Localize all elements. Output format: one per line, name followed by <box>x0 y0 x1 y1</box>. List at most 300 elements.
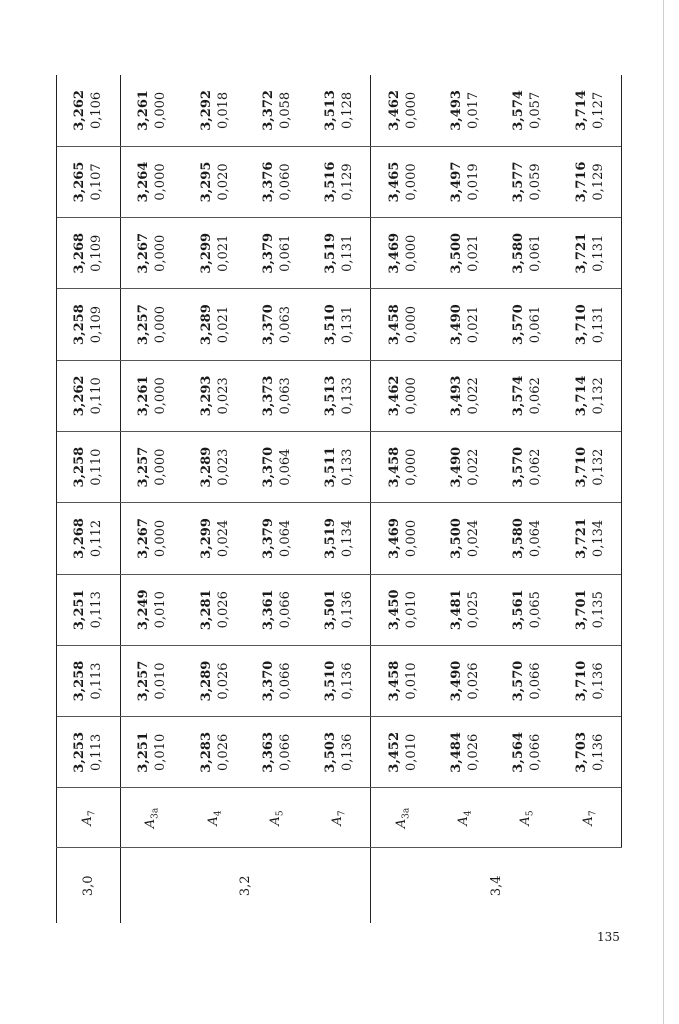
table-row <box>184 75 246 923</box>
value-top: 3,299 <box>198 518 214 559</box>
value-bottom: 0,136 <box>340 591 356 629</box>
value-top: 3,289 <box>198 304 214 345</box>
value-cell <box>496 503 558 574</box>
value-bottom: 0,061 <box>528 305 544 344</box>
value-top: 3,564 <box>511 732 527 773</box>
value-bottom: 0,026 <box>215 591 231 629</box>
row-label <box>57 788 121 848</box>
value-bottom: 0,019 <box>466 163 482 201</box>
value-cell <box>434 717 496 788</box>
value-cell <box>57 503 121 574</box>
value-top: 3,580 <box>511 232 527 274</box>
value-cell <box>558 503 621 574</box>
page-edge-line <box>663 0 664 1024</box>
value-top: 3,264 <box>136 161 152 203</box>
table-body <box>57 75 622 923</box>
value-top: 3,716 <box>573 161 589 203</box>
value-top: 3,497 <box>449 161 465 203</box>
value-bottom: 0,021 <box>466 234 482 272</box>
value-top: 3,500 <box>449 232 465 274</box>
value-cell <box>496 360 558 431</box>
value-cell <box>496 574 558 645</box>
value-cell <box>246 432 308 503</box>
value-bottom: 0,017 <box>466 91 482 130</box>
value-bottom: 0,023 <box>215 448 231 486</box>
value-top: 3,710 <box>573 446 589 488</box>
value-top: 3,372 <box>260 90 276 131</box>
value-cell <box>246 645 308 716</box>
value-cell <box>496 717 558 788</box>
row-label-subscript: 4 <box>213 810 224 817</box>
value-bottom: 0,132 <box>590 448 606 486</box>
value-bottom: 0,010 <box>403 591 419 629</box>
row-label-subscript: 7 <box>337 810 348 817</box>
value-bottom: 0,066 <box>528 733 544 771</box>
table-row <box>246 75 308 923</box>
value-top: 3,714 <box>573 90 589 131</box>
value-top: 3,450 <box>386 589 402 631</box>
value-cell <box>246 146 308 217</box>
value-cell <box>246 360 308 431</box>
row-label <box>371 788 434 848</box>
value-top: 3,253 <box>72 732 88 773</box>
value-top: 3,373 <box>260 375 276 417</box>
value-top: 3,503 <box>323 732 339 773</box>
value-bottom: 0,026 <box>215 662 231 700</box>
value-bottom: 0,110 <box>89 448 105 486</box>
value-bottom: 0,000 <box>153 305 169 344</box>
value-bottom: 0,000 <box>403 91 419 130</box>
value-bottom: 0,113 <box>89 733 105 771</box>
value-top: 3,370 <box>260 446 276 488</box>
value-cell <box>496 289 558 360</box>
value-bottom: 0,129 <box>590 163 606 201</box>
value-bottom: 0,000 <box>403 519 419 558</box>
table-row <box>434 75 496 923</box>
value-cell <box>434 360 496 431</box>
value-bottom: 0,063 <box>277 377 293 415</box>
value-cell <box>496 645 558 716</box>
value-top: 3,462 <box>386 375 402 417</box>
value-cell <box>57 645 121 716</box>
value-top: 3,577 <box>511 161 527 203</box>
value-cell <box>434 645 496 716</box>
row-label <box>558 788 621 848</box>
value-bottom: 0,131 <box>590 234 606 272</box>
value-cell <box>308 645 371 716</box>
row-label-letter: A <box>205 816 221 826</box>
value-top: 3,570 <box>511 446 527 488</box>
row-label <box>434 788 496 848</box>
value-cell <box>558 360 621 431</box>
value-top: 3,701 <box>573 589 589 631</box>
value-cell <box>120 503 183 574</box>
value-bottom: 0,112 <box>89 519 105 558</box>
value-top: 3,561 <box>511 589 527 631</box>
value-bottom: 0,113 <box>89 662 105 700</box>
value-top: 3,710 <box>573 304 589 345</box>
value-bottom: 0,064 <box>528 519 544 558</box>
value-cell <box>558 218 621 289</box>
value-bottom: 0,131 <box>340 305 356 344</box>
value-bottom: 0,021 <box>215 305 231 344</box>
value-bottom: 0,026 <box>466 662 482 700</box>
value-top: 3,469 <box>386 232 402 274</box>
table-row <box>496 75 558 923</box>
value-cell <box>308 432 371 503</box>
value-cell <box>246 717 308 788</box>
page-number: 135 <box>597 930 620 944</box>
value-bottom: 0,066 <box>528 662 544 700</box>
value-top: 3,501 <box>323 589 339 631</box>
value-cell <box>184 645 246 716</box>
value-bottom: 0,024 <box>215 519 231 558</box>
value-cell <box>120 432 183 503</box>
value-cell <box>558 75 621 146</box>
value-cell <box>434 503 496 574</box>
value-top: 3,511 <box>323 446 339 488</box>
value-cell <box>120 645 183 716</box>
value-cell <box>308 574 371 645</box>
value-top: 3,580 <box>511 518 527 559</box>
value-bottom: 0,010 <box>153 662 169 700</box>
value-bottom: 0,000 <box>153 234 169 272</box>
value-bottom: 0,021 <box>215 234 231 272</box>
value-cell <box>120 75 183 146</box>
value-cell <box>184 574 246 645</box>
value-top: 3,574 <box>511 375 527 417</box>
value-top: 3,574 <box>511 90 527 131</box>
group-label: 3,2 <box>120 848 370 923</box>
value-bottom: 0,132 <box>590 377 606 415</box>
value-bottom: 0,134 <box>340 519 356 558</box>
value-bottom: 0,063 <box>277 305 293 344</box>
value-cell <box>246 75 308 146</box>
value-top: 3,513 <box>323 90 339 131</box>
value-bottom: 0,058 <box>277 91 293 130</box>
value-bottom: 0,128 <box>340 91 356 130</box>
value-top: 3,257 <box>136 304 152 345</box>
value-bottom: 0,109 <box>89 305 105 344</box>
row-label <box>120 788 183 848</box>
value-top: 3,262 <box>72 90 88 131</box>
value-top: 3,281 <box>198 589 214 631</box>
value-top: 3,510 <box>323 304 339 345</box>
row-label <box>496 788 558 848</box>
value-bottom: 0,026 <box>466 733 482 771</box>
row-label-letter: A <box>580 816 596 826</box>
value-cell <box>57 432 121 503</box>
table-row <box>371 75 434 923</box>
value-top: 3,458 <box>386 304 402 345</box>
value-cell <box>184 75 246 146</box>
value-top: 3,257 <box>136 446 152 488</box>
value-top: 3,484 <box>449 732 465 773</box>
value-cell <box>184 717 246 788</box>
value-bottom: 0,064 <box>277 448 293 486</box>
value-top: 3,268 <box>72 232 88 274</box>
value-cell <box>434 432 496 503</box>
value-cell <box>57 717 121 788</box>
value-top: 3,261 <box>136 90 152 131</box>
value-bottom: 0,057 <box>528 91 544 130</box>
value-bottom: 0,010 <box>403 662 419 700</box>
value-bottom: 0,066 <box>277 662 293 700</box>
value-bottom: 0,021 <box>466 305 482 344</box>
value-cell <box>371 75 434 146</box>
value-cell <box>434 289 496 360</box>
value-bottom: 0,133 <box>340 448 356 486</box>
value-cell <box>308 360 371 431</box>
value-cell <box>371 146 434 217</box>
row-label-subscript: 5 <box>275 810 286 817</box>
value-cell <box>120 717 183 788</box>
row-label <box>246 788 308 848</box>
value-cell <box>184 218 246 289</box>
row-label-letter: A <box>456 816 472 826</box>
value-top: 3,258 <box>72 446 88 488</box>
value-bottom: 0,062 <box>528 377 544 415</box>
value-cell <box>371 360 434 431</box>
value-top: 3,267 <box>136 232 152 274</box>
value-top: 3,490 <box>449 660 465 702</box>
value-cell <box>57 218 121 289</box>
value-bottom: 0,000 <box>153 163 169 201</box>
value-top: 3,249 <box>136 589 152 631</box>
value-cell <box>308 503 371 574</box>
value-top: 3,295 <box>198 161 214 203</box>
value-bottom: 0,066 <box>277 733 293 771</box>
value-bottom: 0,131 <box>590 305 606 344</box>
value-cell <box>308 717 371 788</box>
value-top: 3,490 <box>449 304 465 345</box>
value-bottom: 0,062 <box>528 448 544 486</box>
value-cell <box>558 574 621 645</box>
value-bottom: 0,026 <box>215 733 231 771</box>
value-bottom: 0,000 <box>403 305 419 344</box>
value-bottom: 0,025 <box>466 591 482 629</box>
value-top: 3,462 <box>386 90 402 131</box>
value-top: 3,516 <box>323 161 339 203</box>
value-cell <box>308 289 371 360</box>
value-cell <box>184 503 246 574</box>
value-cell <box>371 432 434 503</box>
value-bottom: 0,134 <box>590 519 606 558</box>
value-top: 3,493 <box>449 90 465 131</box>
value-top: 3,458 <box>386 446 402 488</box>
value-top: 3,262 <box>72 375 88 417</box>
row-label-letter: A <box>268 816 283 826</box>
value-bottom: 0,136 <box>340 733 356 771</box>
value-bottom: 0,010 <box>403 733 419 771</box>
value-bottom: 0,131 <box>340 234 356 272</box>
value-top: 3,570 <box>511 304 527 345</box>
value-cell <box>308 218 371 289</box>
value-top: 3,258 <box>72 304 88 345</box>
table-row <box>558 75 621 923</box>
value-top: 3,703 <box>573 732 589 773</box>
value-bottom: 0,023 <box>215 377 231 415</box>
value-top: 3,519 <box>323 232 339 274</box>
value-bottom: 0,022 <box>466 377 482 415</box>
value-cell <box>57 289 121 360</box>
row-label-subscript: 7 <box>87 810 98 817</box>
value-top: 3,251 <box>136 732 152 773</box>
value-cell <box>496 432 558 503</box>
value-top: 3,376 <box>260 161 276 203</box>
value-cell <box>558 645 621 716</box>
value-cell <box>558 289 621 360</box>
value-top: 3,268 <box>72 518 88 559</box>
value-cell <box>184 146 246 217</box>
value-bottom: 0,020 <box>215 163 231 201</box>
row-label <box>184 788 246 848</box>
value-top: 3,458 <box>386 660 402 702</box>
value-top: 3,570 <box>511 660 527 702</box>
value-cell <box>434 218 496 289</box>
value-top: 3,370 <box>260 304 276 345</box>
value-cell <box>558 717 621 788</box>
value-top: 3,261 <box>136 375 152 417</box>
value-bottom: 0,059 <box>528 163 544 201</box>
value-top: 3,361 <box>260 589 276 631</box>
value-top: 3,721 <box>573 232 589 274</box>
value-top: 3,293 <box>198 375 214 417</box>
row-label-subscript: 7 <box>588 810 599 817</box>
row-label-subscript: 3а <box>151 807 162 819</box>
value-top: 3,299 <box>198 232 214 274</box>
value-bottom: 0,000 <box>403 234 419 272</box>
value-bottom: 0,135 <box>590 591 606 629</box>
row-label-subscript: 3а <box>401 807 412 819</box>
value-bottom: 0,136 <box>590 733 606 771</box>
value-top: 3,251 <box>72 589 88 631</box>
value-cell <box>246 574 308 645</box>
value-top: 3,257 <box>136 660 152 702</box>
value-bottom: 0,107 <box>89 163 105 201</box>
value-bottom: 0,000 <box>153 377 169 415</box>
value-cell <box>371 574 434 645</box>
value-bottom: 0,024 <box>466 519 482 558</box>
value-cell <box>184 432 246 503</box>
value-cell <box>496 75 558 146</box>
value-bottom: 0,061 <box>528 234 544 272</box>
value-cell <box>558 146 621 217</box>
row-label-subscript: 4 <box>463 810 474 817</box>
value-cell <box>246 218 308 289</box>
row-label-letter: A <box>393 818 409 829</box>
value-bottom: 0,109 <box>89 234 105 272</box>
value-bottom: 0,136 <box>340 662 356 700</box>
value-bottom: 0,113 <box>89 591 105 629</box>
value-cell <box>308 75 371 146</box>
value-bottom: 0,106 <box>89 91 105 130</box>
value-cell <box>57 574 121 645</box>
value-bottom: 0,061 <box>277 234 293 272</box>
value-cell <box>308 146 371 217</box>
row-label <box>308 788 371 848</box>
value-cell <box>434 574 496 645</box>
value-top: 3,510 <box>323 660 339 702</box>
group-label: 3,0 <box>57 848 121 923</box>
value-top: 3,370 <box>260 660 276 702</box>
table-row <box>308 75 371 923</box>
row-label-letter: A <box>79 816 95 826</box>
value-bottom: 0,127 <box>590 91 606 130</box>
value-top: 3,500 <box>449 518 465 559</box>
value-cell <box>434 146 496 217</box>
value-cell <box>496 146 558 217</box>
value-bottom: 0,066 <box>277 591 293 629</box>
value-bottom: 0,064 <box>277 519 293 558</box>
row-label-letter: A <box>143 818 159 829</box>
group-label: 3,4 <box>371 848 622 923</box>
row-label-letter: A <box>518 816 534 826</box>
value-cell <box>434 75 496 146</box>
value-cell <box>120 574 183 645</box>
value-top: 3,258 <box>72 660 88 702</box>
value-cell <box>120 218 183 289</box>
value-bottom: 0,060 <box>277 163 293 201</box>
value-cell <box>246 289 308 360</box>
value-cell <box>120 360 183 431</box>
value-top: 3,493 <box>449 375 465 417</box>
value-bottom: 0,010 <box>153 591 169 629</box>
table-row <box>57 75 121 923</box>
value-cell <box>184 360 246 431</box>
value-bottom: 0,000 <box>153 448 169 486</box>
value-top: 3,469 <box>386 518 402 559</box>
value-bottom: 0,136 <box>590 662 606 700</box>
value-bottom: 0,110 <box>89 377 105 415</box>
value-top: 3,465 <box>386 161 402 203</box>
value-bottom: 0,000 <box>153 519 169 558</box>
value-top: 3,363 <box>260 732 276 773</box>
data-table <box>56 75 622 923</box>
value-bottom: 0,010 <box>153 733 169 771</box>
value-top: 3,490 <box>449 446 465 488</box>
value-cell <box>371 289 434 360</box>
rotated-table-container <box>56 75 622 923</box>
value-top: 3,289 <box>198 660 214 702</box>
value-top: 3,265 <box>72 161 88 203</box>
value-top: 3,379 <box>260 232 276 274</box>
value-cell <box>57 360 121 431</box>
value-cell <box>371 503 434 574</box>
value-top: 3,513 <box>323 375 339 417</box>
value-cell <box>371 645 434 716</box>
value-cell <box>496 218 558 289</box>
value-top: 3,481 <box>449 589 465 631</box>
value-cell <box>57 146 121 217</box>
value-top: 3,452 <box>386 732 402 773</box>
value-cell <box>371 717 434 788</box>
value-top: 3,721 <box>573 518 589 559</box>
value-cell <box>57 75 121 146</box>
value-top: 3,379 <box>260 518 276 559</box>
value-bottom: 0,000 <box>403 377 419 415</box>
value-bottom: 0,000 <box>403 163 419 201</box>
value-cell <box>120 289 183 360</box>
value-top: 3,292 <box>198 90 214 131</box>
value-bottom: 0,022 <box>466 448 482 486</box>
value-cell <box>558 432 621 503</box>
value-cell <box>120 146 183 217</box>
value-bottom: 0,065 <box>528 591 544 629</box>
value-top: 3,267 <box>136 518 152 559</box>
value-cell <box>371 218 434 289</box>
value-top: 3,289 <box>198 446 214 488</box>
